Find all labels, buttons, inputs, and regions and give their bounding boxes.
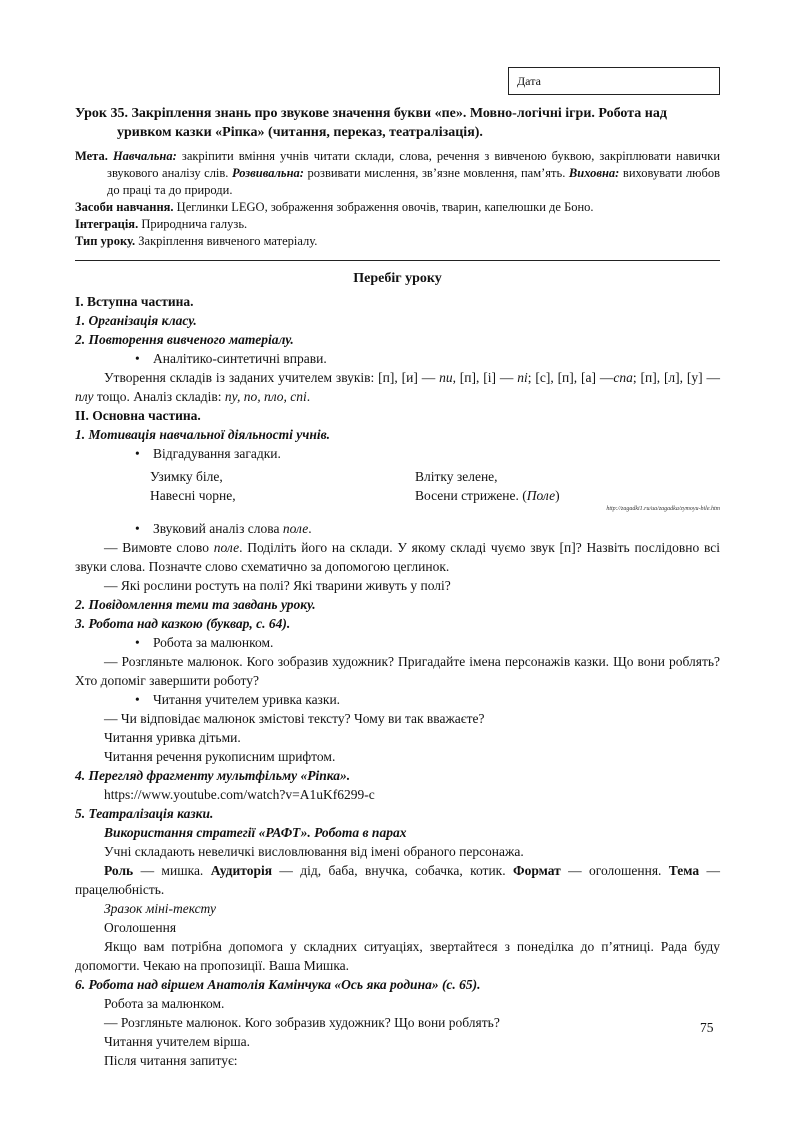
goal-label: Мета. (75, 149, 108, 163)
raft-strategy: Використання стратегії «РАФТ». Робота в парах (104, 825, 407, 840)
page-number: 75 (700, 1020, 714, 1035)
upb-label: Виховна: (568, 166, 620, 180)
heading-tale: 3. Робота над казкою (буквар, с. 64). (75, 616, 291, 631)
lesson-meta (75, 148, 720, 250)
dev-text: розвивати мислення, зв’язне мовлення, пам’ять. (307, 166, 566, 180)
poem-picture-question: — Розгляньте малюнок. Кого зобразив художник? Що вони роблять? (104, 1015, 500, 1030)
syllables-paragraph: Утворення складів із заданих учителем звуків: [п], [и] — пи, [п], [і] — пі; [с], [п], [а] —спа; [п], [л], [у] — плу тощо. Аналіз складів: пу, по, пло, спі. (75, 370, 721, 404)
divider (75, 260, 720, 261)
sound-question: — Вимовте слово поле. Поділіть його на склади. У якому складі чуємо звук [п]? Назвіть послідовно всі звуки слова. Позначте слово схематично за допомогою цеглинок. (75, 540, 720, 574)
lesson-title: Урок 35. Закріплення знань про звукове значення букви «пе». Мовно-логічні ігри. Робота над уривком казки «Ріпка» (читання, переказ, театралізація). (75, 106, 667, 140)
heading-poem: 6. Робота над віршем Анатолія Камінчука «Ось яка родина» (с. 65). (75, 977, 481, 992)
riddle-line: Узимку біле, (150, 469, 223, 484)
bullet-icon: • (135, 635, 140, 650)
lesson-page (75, 104, 720, 1070)
dev-label: Розвивальна: (232, 166, 304, 180)
lesson-means (75, 199, 720, 216)
bullet-icon: • (135, 351, 140, 366)
lesson-integration (75, 216, 720, 233)
raft-description: Учні складають невеличкі висловлювання від імені обраного персонажа. (104, 844, 524, 859)
bullet-picture: • Робота за малюнком. (135, 635, 274, 650)
text-question: — Чи відповідає малюнок змістові тексту? Чому ви так вважаєте? (104, 711, 485, 726)
edu-text: закріпити вміння учнів читати склади, слова, речення з вивченою буквою, закріплювати навички звукового аналізу слів. (107, 149, 721, 180)
video-link[interactable]: https://www.youtube.com/watch?v=A1uKf6299-c (104, 787, 375, 802)
announcement-text: Якщо вам потрібна допомога у складних ситуаціях, звертайтеся з понеділка до п’ятниці. Рада буду допомогти. Чекаю на пропозиції. Ваша Мишка. (75, 939, 720, 973)
heading-topic: 2. Повідомлення теми та завдань уроку. (75, 597, 316, 612)
poem-picture: Робота за малюнком. (104, 996, 225, 1011)
means-label: Засоби навчання. (75, 200, 174, 214)
heading-main: II. Основна частина. (75, 408, 201, 423)
field-question: — Які рослини ростуть на полі? Які тварини живуть у полі? (104, 578, 451, 593)
lesson-goal (75, 148, 720, 199)
bullet-icon: • (135, 446, 140, 461)
heading-intro: I. Вступна частина. (75, 294, 194, 309)
heading-review: 2. Повторення вивченого матеріалу. (75, 332, 294, 347)
poem-after: Після читання запитує: (104, 1053, 238, 1068)
upb-text: виховувати любов до праці та до природи. (107, 166, 721, 197)
integr-label: Інтеграція. (75, 217, 139, 231)
bullet-icon: • (135, 521, 140, 536)
bullet-teacher-reading: • Читання учителем уривка казки. (135, 692, 341, 707)
heading-cartoon: 4. Перегляд фрагменту мультфільму «Ріпка». (75, 768, 351, 783)
riddle-line: Влітку зелене, (415, 469, 498, 484)
date-label: Дата (517, 74, 541, 88)
lesson-type (75, 233, 720, 250)
announcement-title: Оголошення (104, 920, 177, 935)
raft-roles: Роль — мишка. Аудиторія — дід, баба, внучка, собачка, котик. Формат — оголошення. Тема — працелюбність. (75, 863, 721, 897)
source-link[interactable]: http://zagadki1.ru/ua/zagadka/zymoyu-bile.htm (606, 506, 720, 512)
bullet-icon: • (135, 692, 140, 707)
section-title: Перебіг уроку (353, 271, 442, 286)
riddle-poem (75, 467, 720, 505)
riddle-line: Восени стрижене. (Поле) (415, 488, 560, 503)
heading-theatre: 5. Театралізація казки. (75, 806, 214, 821)
heading-motivation: 1. Мотивація навчальної діяльності учнів. (75, 427, 331, 442)
bullet-sound-analysis: • Звуковий аналіз слова поле. (135, 521, 312, 536)
riddle-line: Навесні чорне, (150, 488, 236, 503)
bullet-riddle: • Відгадування загадки. (135, 446, 281, 461)
picture-question: — Розгляньте малюнок. Кого зобразив художник? Пригадайте імена персонажів казки. Що вони роблять? Хто допоміг завершити роботу? (75, 654, 720, 688)
means-text: Цеглинки LEGO, зображення зображення овочів, тварин, капелюшки де Боно. (176, 200, 594, 214)
sample-heading: Зразок міні-тексту (104, 901, 216, 916)
type-label: Тип уроку. (75, 234, 136, 248)
heading-class-organization: 1. Організація класу. (75, 313, 197, 328)
integr-text: Природнича галузь. (141, 217, 248, 231)
edu-label: Навчальна: (112, 149, 177, 163)
kids-reading: Читання уривка дітьми. (104, 730, 241, 745)
type-text: Закріплення вивченого матеріалу. (138, 234, 318, 248)
bullet-analytic: • Аналітико-синтетичні вправи. (135, 351, 327, 366)
poem-reading: Читання учителем вірша. (104, 1034, 251, 1049)
date-field (508, 67, 720, 95)
script-reading: Читання речення рукописним шрифтом. (104, 749, 336, 764)
